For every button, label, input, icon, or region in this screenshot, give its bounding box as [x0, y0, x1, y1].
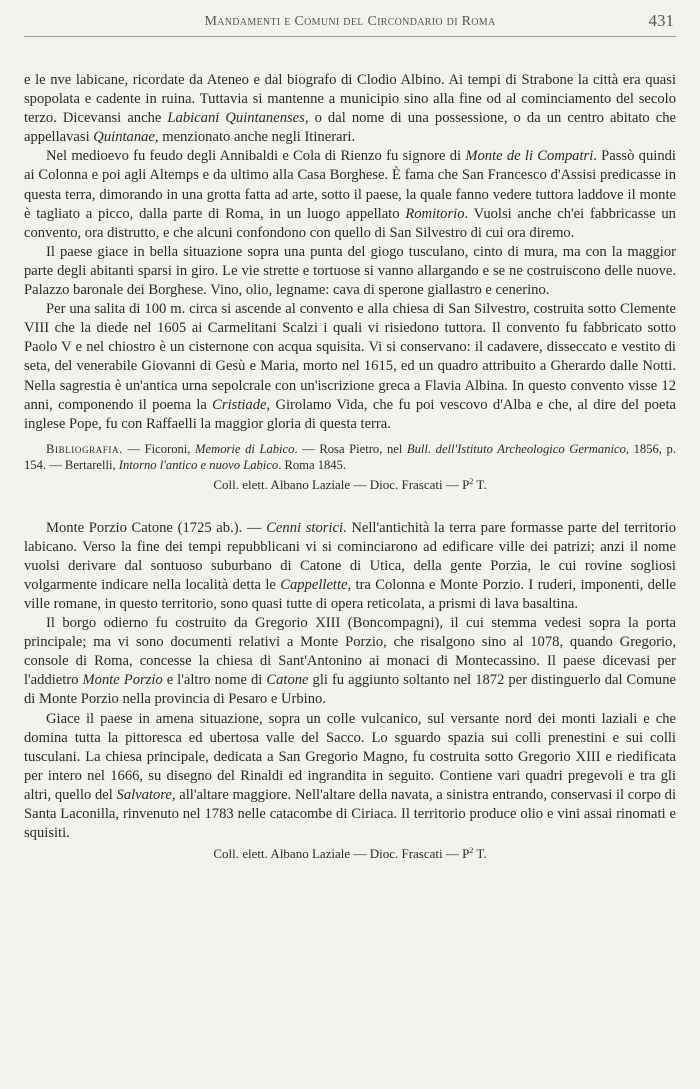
electoral-info-1: Coll. elett. Albano Laziale — Dioc. Frascati — $P^2$ T.: [213, 476, 487, 492]
entry-monte-porzio-catone: Monte Porzio Catone (1725 ab.). — Cenni storici. Nell'antichità la terra pare formasse parte del territorio labicano. Verso la fine dei tempi repubblicani vi si cominciarono ad edificare ville dei patrizi; anzi il nome vuolsi derivare dal sontuoso suburbano di Catone di Utica, della gente Porzia, le cui rovine sogliosi volgarmente indicare nella località detta le Cappellette, tra Colonna e Monte Porzio. I ruderi, imponenti, delle ville romane, in questo territorio, sono quasi tutte di opera reticolata, a prismi di lava basaltina.: [24, 519, 677, 612]
paragraph-medioevo: Nel medioevo fu feudo degli Annibaldi e Cola di Rienzo fu signore di Monte de li Compatri. Passò quindi ai Colonna e poi agli Altemps e da ultimo alla Casa Borghese. È fama che San Francesco d'Assisi predicasse in questa terra, dimorando in una grotta fatta ad arte, sotto il paese, la quale fanno vedere tuttora laddove il monte è tagliato a picco, dalla parte di Roma, in un luogo appellato Romitorio. Vuolsi anche ch'ei fabbricasse un convento, ora distrutto, e che alcuni confondono con quello di San Silvestro di cui ora diremo.: [24, 148, 676, 241]
entry-name: Monte Porzio Catone: [46, 519, 173, 536]
paragraph-borgo: Il borgo odierno fu costruito da Gregorio XIII (Boncompagni), il cui stemma vedesi sopra la porta principale; ma vi sono documenti relativi a Monte Porzio, che risalgono sino al 1078, quando Gregorio, console di Roma, concesse la chiesa di Sant'Antonino ai monaci di Montecassino. Il paese dicevasi per l'addietro Monte Porzio e l'altro nome di Catone gli fu aggiunto soltanto nel 1872 per distinguerlo dal Comune di Monte Porzio nella provincia di Pesaro e Urbino.: [24, 615, 677, 708]
paragraph-labico-history: e le nve labicane, ricordate da Ateneo e dal biografo di Clodio Albino. Ai tempi di Strabone la città era quasi spopolata e cadente in ruina. Tuttavia si mantenne a municipio sino alla fine od al cominciamento del secolo terzo. Dicevansi anche Labicani Quintanenses, o dal nome di una possessione, o da un centro abitato che appellavasi Quintanae, menzionato anche negli Itinerari.: [24, 72, 676, 146]
electoral-info-2: Coll. elett. Albano Laziale — Dioc. Frascati — $P^2$ T.: [213, 846, 487, 862]
bibliography: Bibliografia. — Ficoroni, Memorie di Labico. — Rosa Pietro, nel Bull. dell'Istituto Archeologico Germanico, 1856, p. 154. — Bertarelli, Intorno l'antico e nuovo Labico. Roma 1845.: [24, 441, 676, 473]
page-header: [24, 6, 676, 37]
paragraph-paese: Il paese giace in bella situazione sopra una punta del giogo tusculano, cinto di mura, ma con la maggior parte degli abitanti sparsi in giro. Le vie strette e tortuose si vanno allargando e se ne costruiscono delle nuove. Palazzo baronale dei Borghese. Vino, olio, legname: cava di sperone giallastro e cenerino.: [24, 243, 676, 299]
paragraph-convento: Per una salita di 100 m. circa si ascende al convento e alla chiesa di San Silvestro, costruita sotto Clemente VIII che la diede nel 1605 ai Carmelitani Scalzi i quali vi risiedono tuttora. Il convento fu fabbricato sotto Paolo V e nel chiostro è un cisternone con acqua squisita. Vi si conservano: il cadavere, disseccato e vestito di seta, del venerabile Giovanni di Gesù e Maria, morto nel 1615, ed un quadro attribuito a Gherardo dalle Notti. Nella sagrestia è un'antica urna sepolcrale con un'iscrizione greca a Flavia Albina. In questo convento visse 12 anni, componendo il poema la Cristiade, Girolamo Vida, che fu poi vescovo d'Alba e che, al dire del poeta inglese Pope, fu con Raffaelli la maggior gloria di questa terra.: [24, 301, 676, 432]
running-head: Mandamenti e Comuni del Circondario di Roma: [204, 14, 496, 29]
section-label: Cenni storici: [266, 519, 344, 536]
page-number: 431: [648, 11, 674, 30]
paragraph-situazione: Giace il paese in amena situazione, sopra un colle vulcanico, sul versante nord dei monti laziali e che domina tutta la pittoresca ed ubertosa valle del Sacco. Lo sguardo spazia sui colli prenestini e sui colli tusculani. La chiesa principale, dedicata a San Gregorio Magno, fu costruita sotto Gregorio XIII e riedificata per intero nel 1666, su disegno del Rinaldi ed ingrandita in seguito. Contiene vari quadri pregevoli e tra gli altri, quello del Salvatore, all'altare maggiore. Nell'altare della navata, a sinistra entrando, conservasi il corpo di Santa Laconilla, rinvenuto nel 1783 nelle catacombe di Ciriaca. Il territorio produce olio e vini assai rinomati e squisiti.: [24, 710, 676, 842]
bibliography-label: Bibliografia.: [46, 441, 123, 456]
